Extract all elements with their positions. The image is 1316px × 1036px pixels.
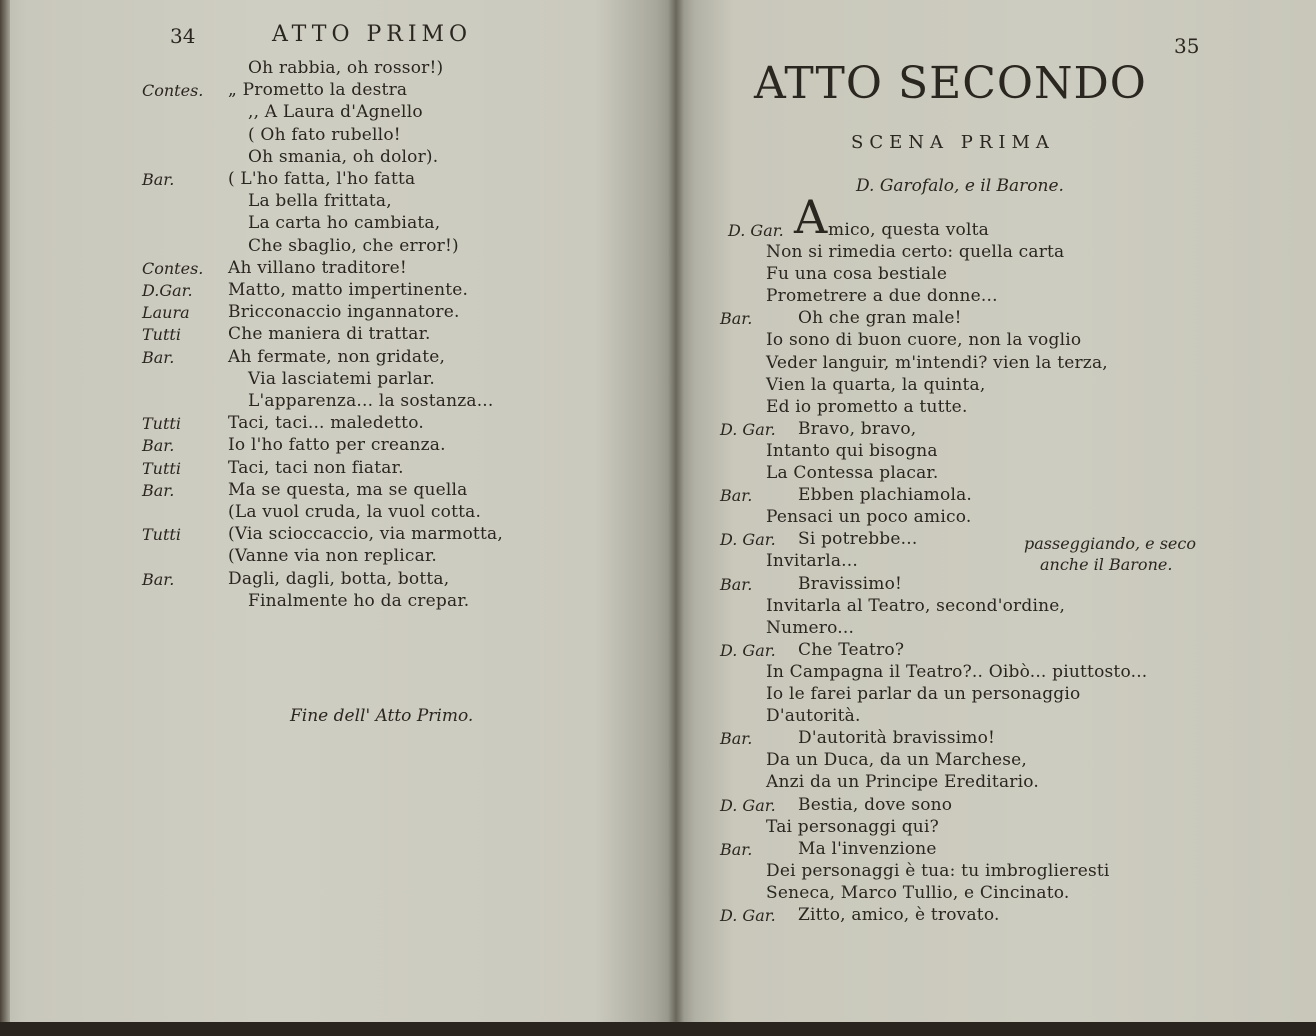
verse-line: Bricconaccio ingannatore. [228, 302, 460, 323]
verse-line: Bravissimo! [798, 573, 903, 594]
verse-line: (Vanne via non replicar. [228, 546, 438, 567]
speaker-label: Bar. [142, 569, 175, 589]
verse-line: Ah fermate, non gridate, [228, 346, 446, 367]
verse-line: (Via scioccaccio, via marmotta, [228, 524, 503, 545]
verse-line: La Contessa placar. [766, 463, 939, 483]
speaker-label: Bar. [720, 574, 753, 594]
stage-direction: passeggiando, e seco [1024, 534, 1196, 553]
verse-line: ,, A Laura d'Agnello [248, 102, 423, 123]
speaker-label: Bar. [142, 480, 175, 500]
verse-line: Tai personaggi qui? [766, 816, 939, 837]
verse-line: ( Oh fato rubello! [248, 124, 401, 145]
speaker-label: D. Gar. [720, 419, 776, 439]
act-end-line: Fine dell' Atto Primo. [290, 706, 474, 726]
verse-line: Io l'ho fatto per creanza. [228, 435, 446, 456]
speaker-label: Tutti [142, 458, 181, 478]
page-number-right: 35 [1174, 34, 1200, 58]
speaker-label: D.Gar. [142, 281, 193, 300]
verse-line: Ed io prometto a tutte. [766, 396, 968, 417]
verse-line: Anzi da un Principe Ereditario. [766, 772, 1039, 793]
verse-line: Vien la quarta, la quinta, [766, 374, 986, 395]
speaker-label: Bar. [720, 486, 753, 506]
drop-cap: A [794, 190, 828, 244]
speaker-label: Tutti [142, 325, 181, 345]
verse-line: Si potrebbe... [798, 529, 918, 550]
verse-line: Matto, matto impertinente. [228, 280, 469, 300]
verse-line: Invitarla... [766, 551, 858, 572]
speaker-label: Tutti [142, 525, 181, 545]
speaker-label: Laura [142, 303, 190, 323]
scan-background [0, 1022, 1316, 1036]
book-gutter [668, 0, 684, 1036]
verse-line: Che Teatro? [798, 639, 905, 660]
verse-line: Che sbaglio, che error!) [248, 235, 459, 256]
verse-line: Seneca, Marco Tullio, e Cincinato. [766, 882, 1070, 903]
speaker-label: Bar. [720, 839, 753, 859]
verse-line: In Campagna il Teatro?.. Oibò... piuttosto... [766, 661, 1148, 682]
verse-line: Via lasciatemi parlar. [248, 368, 435, 389]
page-number-left: 34 [170, 24, 196, 48]
speaker-label: D. Gar. [728, 221, 784, 240]
speaker-label: Bar. [720, 729, 753, 749]
verse-line: Ebben plachiamola. [798, 485, 973, 506]
verse-line: Invitarla al Teatro, second'ordine, [766, 595, 1066, 616]
scene-title: SCENA PRIMA [851, 132, 1055, 153]
verse-line: Prometrere a due donne... [766, 286, 998, 307]
verse-line: Dei personaggi è tua: tu imbroglieresti [766, 860, 1110, 881]
verse-line: „ Prometto la destra [228, 80, 408, 101]
verse-line: ( L'ho fatta, l'ho fatta [228, 169, 416, 189]
verse-line: Taci, taci... maledetto. [228, 413, 424, 434]
speaker-label: Contes. [142, 81, 204, 101]
verse-line: Io sono di buon cuore, non la voglio [766, 330, 1082, 351]
verse-line: La carta ho cambiata, [248, 213, 441, 234]
verse-line: Ma se questa, ma se quella [228, 479, 468, 500]
page-edge-shadow [0, 0, 10, 1036]
verse-line: Ma l'invenzione [798, 838, 937, 859]
verse-line: Fu una cosa bestiale [766, 264, 948, 285]
speaker-label: D. Gar. [720, 530, 776, 550]
verse-line: Oh smania, oh dolor). [248, 146, 439, 167]
verse-line: D'autorità. [766, 706, 861, 727]
verse-line: La bella frittata, [248, 191, 392, 212]
verse-line: mico, questa volta [828, 220, 989, 240]
stage-direction: anche il Barone. [1040, 555, 1173, 574]
speaker-label: Tutti [142, 414, 181, 434]
speaker-label: Contes. [142, 258, 204, 278]
verse-line: Finalmente ho da crepar. [248, 590, 470, 611]
verse-line: Pensaci un poco amico. [766, 507, 972, 528]
verse-line: Numero... [766, 617, 855, 638]
verse-line: L'apparenza... la sostanza... [248, 391, 494, 411]
verse-line: Bravo, bravo, [798, 418, 917, 439]
verse-line: Oh che gran male! [798, 308, 962, 329]
verse-line: Dagli, dagli, botta, botta, [228, 568, 450, 589]
verse-line: Taci, taci non fiatar. [228, 457, 404, 478]
speaker-label: Bar. [142, 170, 175, 189]
verse-line: D'autorità bravissimo! [798, 728, 996, 749]
verse-line: Da un Duca, da un Marchese, [766, 750, 1028, 771]
verse-line: Ah villano traditore! [228, 257, 407, 278]
verse-line: Oh rabbia, oh rossor!) [248, 58, 444, 78]
verse-line: Intanto qui bisogna [766, 440, 938, 461]
verse-line: Veder languir, m'intendi? vien la terza, [766, 352, 1108, 373]
verse-line: Che maniera di trattar. [228, 324, 431, 345]
speaker-label: Bar. [142, 347, 175, 367]
act-title: ATTO SECONDO [754, 58, 1147, 109]
speaker-label: Bar. [142, 436, 175, 456]
speaker-label: D. Gar. [720, 640, 776, 660]
verse-line: Io le farei parlar da un personaggio [766, 684, 1081, 704]
verse-line: (La vuol cruda, la vuol cotta. [228, 502, 482, 522]
right-page [676, 0, 1316, 1036]
speaker-label: D. Gar. [720, 795, 776, 815]
speaker-label: Bar. [720, 309, 753, 329]
scene-characters: D. Garofalo, e il Barone. [856, 176, 1064, 196]
verse-line: Non si rimedia certo: quella carta [766, 242, 1065, 262]
speaker-label: D. Gar. [720, 906, 776, 925]
verse-line: Zitto, amico, è trovato. [798, 905, 1000, 925]
running-head: ATTO PRIMO [272, 22, 473, 47]
verse-line: Bestia, dove sono [798, 794, 953, 815]
